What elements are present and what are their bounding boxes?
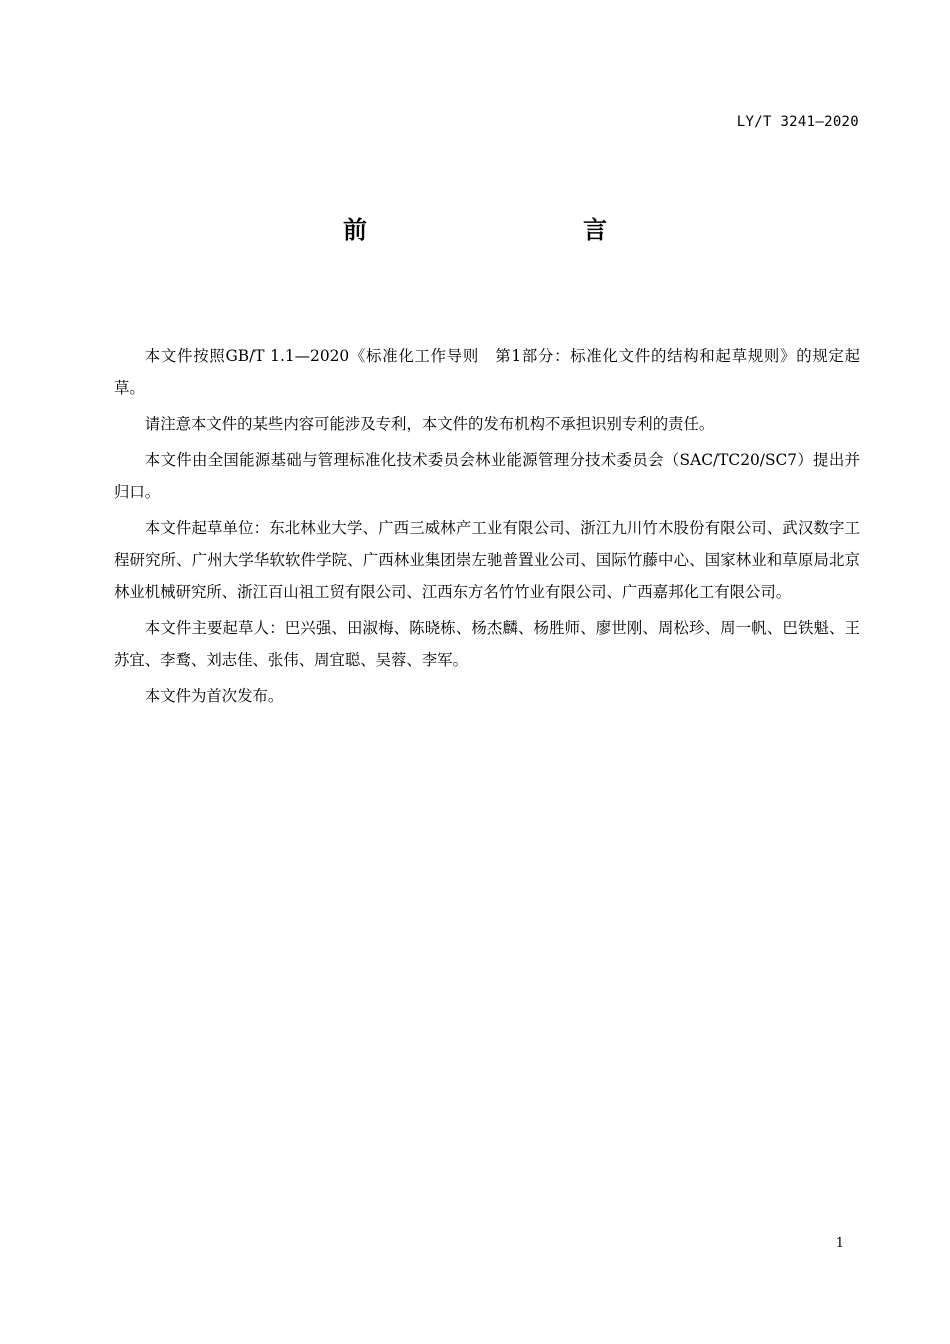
paragraph-drafters: 本文件主要起草人：巴兴强、田淑梅、陈晓栋、杨杰麟、杨胜师、廖世刚、周松珍、周一帆、巴铁魁、王苏宜、李鹜、刘志佳、张伟、周宜聪、吴蓉、李军。 [114,619,860,669]
paragraph-proposer: 本文件由全国能源基础与管理标准化技术委员会林业能源管理分技术委员会（SAC/TC20/SC7）提出并归口。 [114,451,860,501]
paragraph-drafting-rules: 本文件按照GB/T 1.1—2020《标准化工作导则 第1部分：标准化文件的结构和起草规则》的规定起草。 [114,347,860,397]
paragraph-patent-notice: 请注意本文件的某些内容可能涉及专利，本文件的发布机构不承担识别专利的责任。 [144,415,715,433]
page-title: 前 言 [343,216,663,244]
paragraph-drafting-units: 本文件起草单位：东北林业大学、广西三威林产工业有限公司、浙江九川竹木股份有限公司、武汉数字工程研究所、广州大学华软软件学院、广西林业集团崇左驰普置业公司、国际竹藤中心、国家林业和草原局北京林业机械研究所、浙江百山祖工贸有限公司、江西东方名竹竹业有限公司、广西嘉邦化工有限公司。 [114,519,860,601]
paragraph-first-release: 本文件为首次发布。 [144,687,284,705]
standard-number: LY/T 3241—2020 [736,114,859,130]
page-number: 1 [835,1236,844,1251]
foreword-body [114,340,860,716]
